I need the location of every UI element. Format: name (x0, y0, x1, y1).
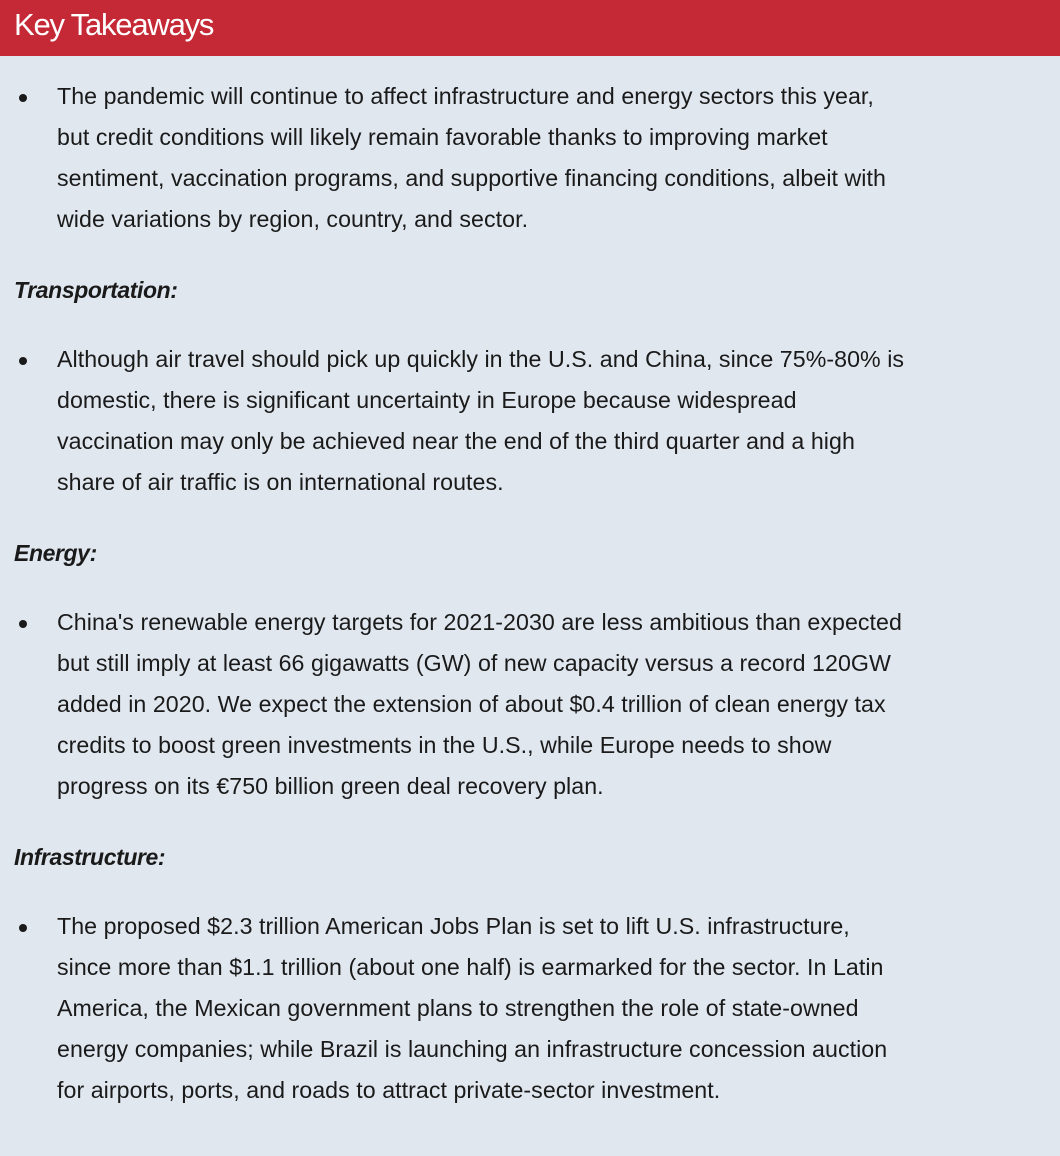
text-line: Although air travel should pick up quickly in the U.S. and China, since 75%-80% is (57, 346, 905, 372)
bullet-text (57, 339, 1053, 503)
bullet-text (57, 906, 1053, 1111)
text-line: China's renewable energy targets for 2021-2030 are less ambitious than expected (57, 609, 902, 635)
text-line: but still imply at least 66 gigawatts (GW) of new capacity versus a record 120GW (57, 650, 891, 676)
bullet-dot-icon (19, 924, 27, 932)
bullet-dot-icon (19, 94, 27, 102)
text-line: vaccination may only be achieved near the end of the third quarter and a high (57, 428, 855, 454)
text-line: for airports, ports, and roads to attract private-sector investment. (57, 1077, 721, 1103)
text-line: wide variations by region, country, and sector. (57, 206, 529, 232)
text-line: America, the Mexican government plans to strengthen the role of state-owned (57, 995, 859, 1021)
text-line: The pandemic will continue to affect infrastructure and energy sectors this year, (57, 83, 874, 109)
section-heading-transportation: Transportation: (14, 277, 178, 303)
text-line: but credit conditions will likely remain favorable thanks to improving market (57, 124, 828, 150)
bullet-text (57, 602, 1053, 807)
key-takeaways-header (0, 0, 1060, 56)
text-line: progress on its €750 billion green deal recovery plan. (57, 773, 604, 799)
text-line: since more than $1.1 trillion (about one half) is earmarked for the sector. In Latin (57, 954, 884, 980)
text-line: The proposed $2.3 trillion American Jobs Plan is set to lift U.S. infrastructure, (57, 913, 850, 939)
text-line: sentiment, vaccination programs, and supportive financing conditions, albeit with (57, 165, 886, 191)
text-line: energy companies; while Brazil is launching an infrastructure concession auction (57, 1036, 888, 1062)
text-line: domestic, there is significant uncertainty in Europe because widespread (57, 387, 797, 413)
bullet-dot-icon (19, 357, 27, 365)
text-line: share of air traffic is on international routes. (57, 469, 504, 495)
header-title: Key Takeaways (14, 6, 214, 42)
bullet-dot-icon (19, 620, 27, 628)
bullet-text (57, 76, 1053, 240)
section-heading-energy: Energy: (14, 540, 97, 566)
text-line: credits to boost green investments in the U.S., while Europe needs to show (57, 732, 832, 758)
text-line: added in 2020. We expect the extension of about $0.4 trillion of clean energy tax (57, 691, 886, 717)
section-heading-infrastructure: Infrastructure: (14, 844, 166, 870)
